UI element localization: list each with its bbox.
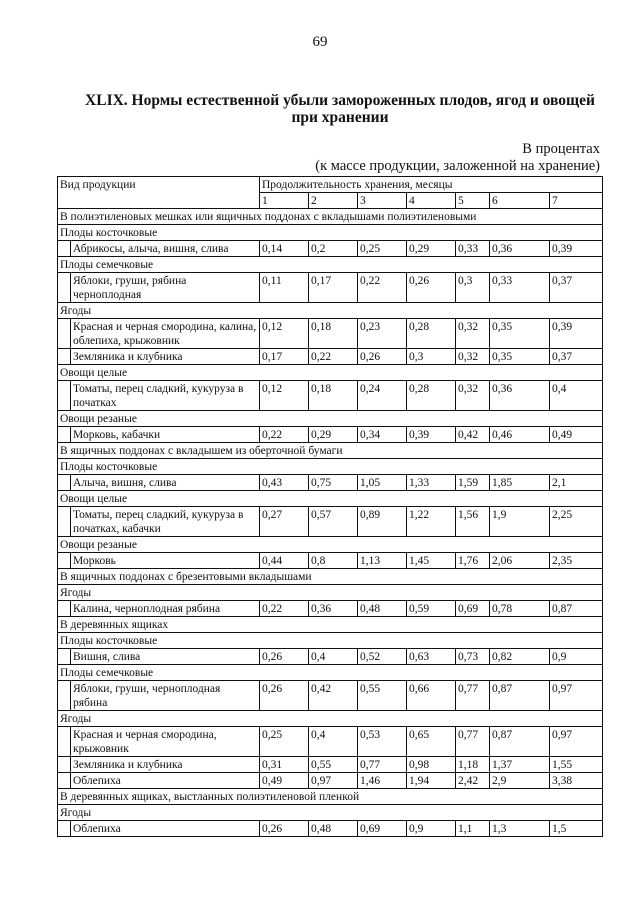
table-row — [58, 773, 603, 789]
loss-value: 0,26 — [260, 821, 309, 837]
section-title: В деревянных ящиках — [58, 617, 603, 633]
loss-value: 1,45 — [407, 553, 456, 569]
loss-value: 1,3 — [490, 821, 550, 837]
loss-value: 0,39 — [407, 427, 456, 443]
product-name: Облепиха — [71, 773, 260, 789]
unit-note-line-1: В процентах — [522, 141, 600, 157]
indent-cell — [58, 773, 71, 789]
product-name: Томаты, перец сладкий, кукуруза в початках — [71, 381, 260, 411]
loss-value: 0,29 — [407, 241, 456, 257]
loss-value: 0,49 — [550, 427, 603, 443]
loss-value: 1,37 — [490, 757, 550, 773]
norms-table — [57, 176, 603, 837]
loss-value: 0,32 — [456, 319, 490, 349]
loss-value: 0,59 — [407, 601, 456, 617]
loss-value: 0,89 — [358, 507, 407, 537]
loss-value: 0,22 — [309, 349, 358, 365]
group-title: Плоды косточковые — [58, 225, 603, 241]
product-name: Красная и черная смородина, калина, облепиха, крыжовник — [71, 319, 260, 349]
loss-value: 0,82 — [490, 649, 550, 665]
indent-cell — [58, 381, 71, 411]
product-name: Яблоки, груши, рябина черноплодная — [71, 273, 260, 303]
group-title: Плоды семечковые — [58, 665, 603, 681]
loss-value: 0,35 — [490, 319, 550, 349]
indent-cell — [58, 681, 71, 711]
loss-value: 0,26 — [260, 681, 309, 711]
indent-cell — [58, 757, 71, 773]
loss-value: 0,42 — [456, 427, 490, 443]
loss-value: 0,39 — [550, 319, 603, 349]
indent-cell — [58, 273, 71, 303]
loss-value: 0,11 — [260, 273, 309, 303]
loss-value: 0,98 — [407, 757, 456, 773]
product-name: Облепиха — [71, 821, 260, 837]
loss-value: 0,4 — [309, 727, 358, 757]
loss-value: 0,57 — [309, 507, 358, 537]
loss-value: 0,14 — [260, 241, 309, 257]
loss-value: 0,77 — [358, 757, 407, 773]
indent-cell — [58, 507, 71, 537]
loss-value: 0,87 — [550, 601, 603, 617]
group-row — [58, 491, 603, 507]
group-row — [58, 303, 603, 319]
page-number: 69 — [312, 34, 328, 50]
loss-value: 1,85 — [490, 475, 550, 491]
loss-value: 2,25 — [550, 507, 603, 537]
loss-value: 2,35 — [550, 553, 603, 569]
loss-value: 0,63 — [407, 649, 456, 665]
loss-value: 0,36 — [309, 601, 358, 617]
loss-value: 0,69 — [456, 601, 490, 617]
product-name: Морковь — [71, 553, 260, 569]
group-row — [58, 585, 603, 601]
loss-value: 0,3 — [407, 349, 456, 365]
product-name: Морковь, кабачки — [71, 427, 260, 443]
group-row — [58, 225, 603, 241]
indent-cell — [58, 427, 71, 443]
group-row — [58, 665, 603, 681]
loss-value: 0,3 — [456, 273, 490, 303]
indent-cell — [58, 475, 71, 491]
loss-value: 0,2 — [309, 241, 358, 257]
loss-value: 0,33 — [456, 241, 490, 257]
table-row — [58, 381, 603, 411]
loss-value: 0,53 — [358, 727, 407, 757]
product-name: Абрикосы, алыча, вишня, слива — [71, 241, 260, 257]
section-row — [58, 569, 603, 585]
loss-value: 0,29 — [309, 427, 358, 443]
product-name: Земляника и клубника — [71, 757, 260, 773]
loss-value: 1,5 — [550, 821, 603, 837]
loss-value: 1,59 — [456, 475, 490, 491]
group-title: Овощи целые — [58, 491, 603, 507]
loss-value: 0,33 — [490, 273, 550, 303]
page-title — [60, 92, 620, 126]
loss-value: 0,48 — [309, 821, 358, 837]
loss-value: 0,75 — [309, 475, 358, 491]
loss-value: 0,42 — [309, 681, 358, 711]
loss-value: 0,17 — [309, 273, 358, 303]
loss-value: 0,46 — [490, 427, 550, 443]
section-title: В деревянных ящиках, выстланных полиэтиленовой пленкой — [58, 789, 603, 805]
header-month: 5 — [456, 193, 490, 209]
table-row — [58, 757, 603, 773]
loss-value: 0,25 — [358, 241, 407, 257]
header-month: 7 — [550, 193, 603, 209]
loss-value: 0,22 — [260, 601, 309, 617]
loss-value: 0,36 — [490, 241, 550, 257]
loss-value: 0,37 — [550, 273, 603, 303]
header-month: 6 — [490, 193, 550, 209]
loss-value: 0,28 — [407, 319, 456, 349]
section-row — [58, 443, 603, 459]
loss-value: 0,87 — [490, 681, 550, 711]
loss-value: 1,76 — [456, 553, 490, 569]
table-row — [58, 273, 603, 303]
loss-value: 1,22 — [407, 507, 456, 537]
loss-value: 0,52 — [358, 649, 407, 665]
group-title: Ягоды — [58, 805, 603, 821]
loss-value: 0,48 — [358, 601, 407, 617]
loss-value: 0,65 — [407, 727, 456, 757]
group-title: Плоды семечковые — [58, 257, 603, 273]
table-row — [58, 727, 603, 757]
table-row — [58, 241, 603, 257]
loss-value: 0,44 — [260, 553, 309, 569]
loss-value: 0,31 — [260, 757, 309, 773]
unit-note-line-2: (к массе продукции, заложенной на хранение) — [315, 158, 600, 174]
section-title: В ящичных поддонах с вкладышем из оберточной бумаги — [58, 443, 603, 459]
group-title: Овощи резаные — [58, 537, 603, 553]
loss-value: 0,77 — [456, 681, 490, 711]
product-name: Алыча, вишня, слива — [71, 475, 260, 491]
table-row — [58, 601, 603, 617]
loss-value: 0,22 — [260, 427, 309, 443]
group-row — [58, 633, 603, 649]
product-name: Земляника и клубника — [71, 349, 260, 365]
table-row — [58, 821, 603, 837]
header-product-type: Вид продукции — [58, 177, 260, 209]
loss-value: 0,12 — [260, 319, 309, 349]
header-month: 4 — [407, 193, 456, 209]
section-row — [58, 209, 603, 225]
loss-value: 2,42 — [456, 773, 490, 789]
loss-value: 0,97 — [550, 727, 603, 757]
loss-value: 1,46 — [358, 773, 407, 789]
section-row — [58, 617, 603, 633]
header-duration: Продолжительность хранения, месяцы — [260, 177, 603, 193]
loss-value: 0,23 — [358, 319, 407, 349]
group-row — [58, 257, 603, 273]
table-row — [58, 475, 603, 491]
loss-value: 0,22 — [358, 273, 407, 303]
loss-value: 0,97 — [550, 681, 603, 711]
indent-cell — [58, 727, 71, 757]
loss-value: 1,9 — [490, 507, 550, 537]
table-body — [58, 177, 603, 837]
loss-value: 0,8 — [309, 553, 358, 569]
loss-value: 2,06 — [490, 553, 550, 569]
loss-value: 0,69 — [358, 821, 407, 837]
loss-value: 0,77 — [456, 727, 490, 757]
indent-cell — [58, 241, 71, 257]
loss-value: 0,37 — [550, 349, 603, 365]
indent-cell — [58, 349, 71, 365]
loss-value: 0,18 — [309, 381, 358, 411]
loss-value: 0,49 — [260, 773, 309, 789]
loss-value: 1,13 — [358, 553, 407, 569]
loss-value: 0,26 — [358, 349, 407, 365]
loss-value: 1,05 — [358, 475, 407, 491]
loss-value: 0,27 — [260, 507, 309, 537]
group-title: Плоды косточковые — [58, 633, 603, 649]
loss-value: 0,39 — [550, 241, 603, 257]
loss-value: 0,4 — [309, 649, 358, 665]
loss-value: 0,87 — [490, 727, 550, 757]
group-title: Ягоды — [58, 585, 603, 601]
indent-cell — [58, 553, 71, 569]
loss-value: 0,4 — [550, 381, 603, 411]
loss-value: 0,43 — [260, 475, 309, 491]
loss-value: 1,55 — [550, 757, 603, 773]
loss-value: 0,9 — [550, 649, 603, 665]
group-row — [58, 365, 603, 381]
loss-value: 1,18 — [456, 757, 490, 773]
indent-cell — [58, 601, 71, 617]
group-title: Овощи резаные — [58, 411, 603, 427]
section-title: В полиэтиленовых мешках или ящичных поддонах с вкладышами полиэтиленовыми — [58, 209, 603, 225]
loss-value: 0,97 — [309, 773, 358, 789]
product-name: Томаты, перец сладкий, кукуруза в початках, кабачки — [71, 507, 260, 537]
header-row — [58, 177, 603, 193]
group-row — [58, 537, 603, 553]
loss-value: 0,66 — [407, 681, 456, 711]
loss-value: 0,32 — [456, 381, 490, 411]
group-title: Овощи целые — [58, 365, 603, 381]
header-month: 3 — [358, 193, 407, 209]
header-month: 2 — [309, 193, 358, 209]
product-name: Вишня, слива — [71, 649, 260, 665]
group-row — [58, 711, 603, 727]
table-row — [58, 349, 603, 365]
loss-value: 0,36 — [490, 381, 550, 411]
loss-value: 0,9 — [407, 821, 456, 837]
loss-value: 0,78 — [490, 601, 550, 617]
section-row — [58, 789, 603, 805]
product-name: Калина, черноплодная рябина — [71, 601, 260, 617]
table-row — [58, 507, 603, 537]
table-row — [58, 427, 603, 443]
title-line-2: при хранении — [291, 109, 389, 126]
loss-value: 0,26 — [407, 273, 456, 303]
loss-value: 0,32 — [456, 349, 490, 365]
loss-value: 0,35 — [490, 349, 550, 365]
loss-value: 0,55 — [309, 757, 358, 773]
loss-value: 0,17 — [260, 349, 309, 365]
table-row — [58, 681, 603, 711]
loss-value: 0,73 — [456, 649, 490, 665]
loss-value: 0,26 — [260, 649, 309, 665]
group-title: Ягоды — [58, 711, 603, 727]
table-row — [58, 553, 603, 569]
indent-cell — [58, 319, 71, 349]
loss-value: 0,55 — [358, 681, 407, 711]
loss-value: 3,38 — [550, 773, 603, 789]
loss-value: 1,1 — [456, 821, 490, 837]
loss-value: 2,9 — [490, 773, 550, 789]
group-row — [58, 459, 603, 475]
indent-cell — [58, 821, 71, 837]
group-row — [58, 805, 603, 821]
indent-cell — [58, 649, 71, 665]
group-title: Ягоды — [58, 303, 603, 319]
header-month: 1 — [260, 193, 309, 209]
loss-value: 0,28 — [407, 381, 456, 411]
loss-value: 0,18 — [309, 319, 358, 349]
loss-value: 1,33 — [407, 475, 456, 491]
loss-value: 1,94 — [407, 773, 456, 789]
table-row — [58, 649, 603, 665]
loss-value: 1,56 — [456, 507, 490, 537]
group-row — [58, 411, 603, 427]
group-title: Плоды косточковые — [58, 459, 603, 475]
product-name: Красная и черная смородина, крыжовник — [71, 727, 260, 757]
loss-value: 0,24 — [358, 381, 407, 411]
section-title: В ящичных поддонах с брезентовыми вкладышами — [58, 569, 603, 585]
loss-value: 0,12 — [260, 381, 309, 411]
table-row — [58, 319, 603, 349]
product-name: Яблоки, груши, черноплодная рябина — [71, 681, 260, 711]
title-line-1: XLIX. Нормы естественной убыли замороженных плодов, ягод и овощей — [85, 92, 595, 109]
loss-value: 2,1 — [550, 475, 603, 491]
loss-value: 0,34 — [358, 427, 407, 443]
loss-value: 0,25 — [260, 727, 309, 757]
